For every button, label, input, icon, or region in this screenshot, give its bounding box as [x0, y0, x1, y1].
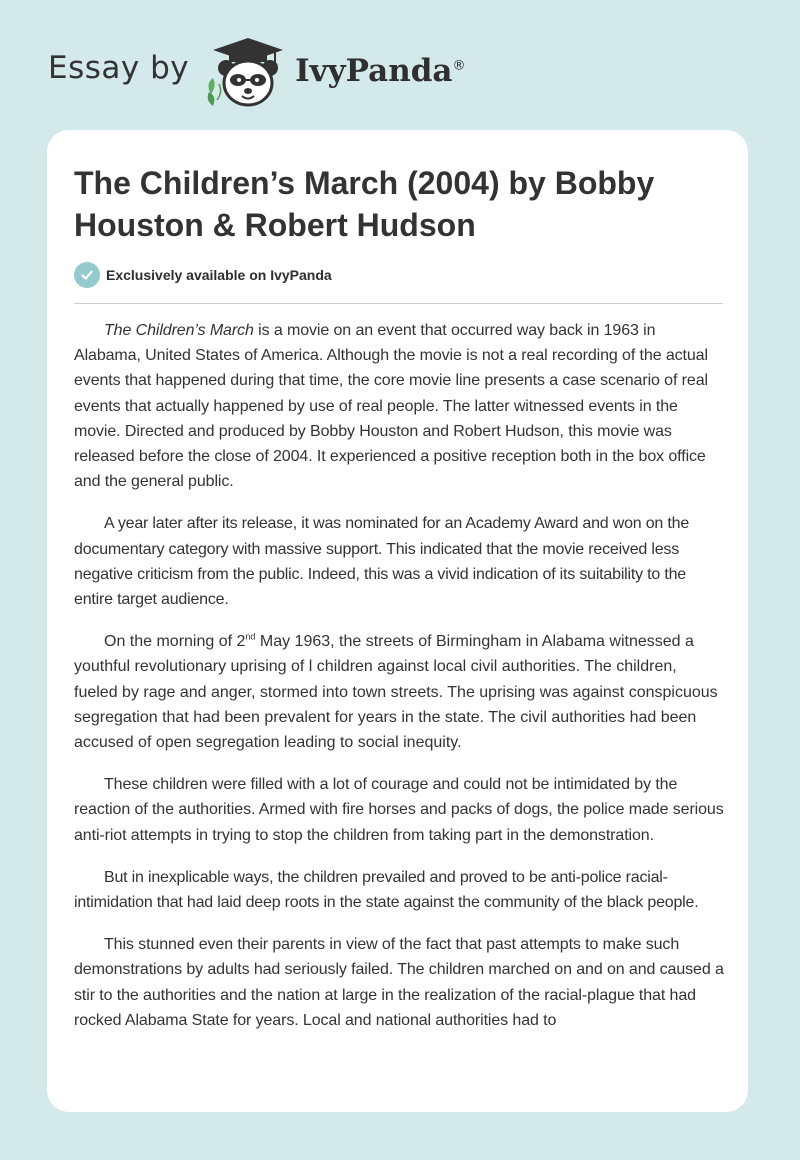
brand-header[interactable]	[48, 34, 466, 110]
page-title: The Children’s March (2004) by Bobby Houston & Robert Hudson	[74, 165, 655, 243]
brand-name: IvyPanda®	[295, 53, 466, 89]
paragraph: But in inexplicable ways, the children prevailed and proved to be anti-police racial-intimidation that had laid deep roots in the state against the community of the black people.	[74, 868, 699, 912]
paragraph: This stunned even their parents in view of the fact that past attempts to make such demonstrations by adults had seriously failed. The children marched on and on and caused a stir to the authorities and the nation at large in the realization of the racial-plague that had rocked Alabama State for years. Local and national authorities had to	[74, 936, 724, 1029]
film-title: The Children’s March	[104, 322, 254, 339]
essay-body	[74, 318, 724, 1050]
brand-prefix: Essay by	[48, 50, 190, 86]
paragraph: The Children’s March is a movie on an event that occurred way back in 1963 in Alabama, United States of America. Although the movie is not a real recording of the actual events that happened during that time, the core movie line presents a case scenario of real events that actually happened by use of real people. The latter witnessed events in the movie. Directed and produced by Bobby Houston and Robert Hudson, this movie was released before the close of 2004. It experienced a positive reception both in the box office and the general public.	[74, 322, 708, 491]
essay-card	[47, 130, 748, 1112]
exclusive-badge	[74, 262, 332, 288]
badge-text: Exclusively available on IvyPanda	[106, 267, 332, 283]
paragraph: On the morning of 2nd May 1963, the streets of Birmingham in Alabama witnessed a youthful revolutionary uprising of l children against local civil authorities. The children, fueled by rage and anger, stormed into town streets. The uprising was against conspicuous segregation that had been prevalent for years in the state. The civil authorities had been accused of open segregation leading to social inequity.	[74, 631, 718, 752]
check-icon	[74, 262, 100, 288]
paragraph: These children were filled with a lot of courage and could not be intimidated by the reaction of the authorities. Armed with fire horses and packs of dogs, the police made serious anti-riot attempts in trying to stop the children from taking part in the demonstration.	[74, 776, 724, 844]
divider	[74, 303, 723, 304]
paragraph: A year later after its release, it was nominated for an Academy Award and won on the documentary category with massive support. This indicated that the movie received less negative criticism from the public. Indeed, this was a vivid indication of its suitability to the entire target audience.	[74, 515, 690, 609]
panda-graduate-icon	[203, 34, 293, 110]
